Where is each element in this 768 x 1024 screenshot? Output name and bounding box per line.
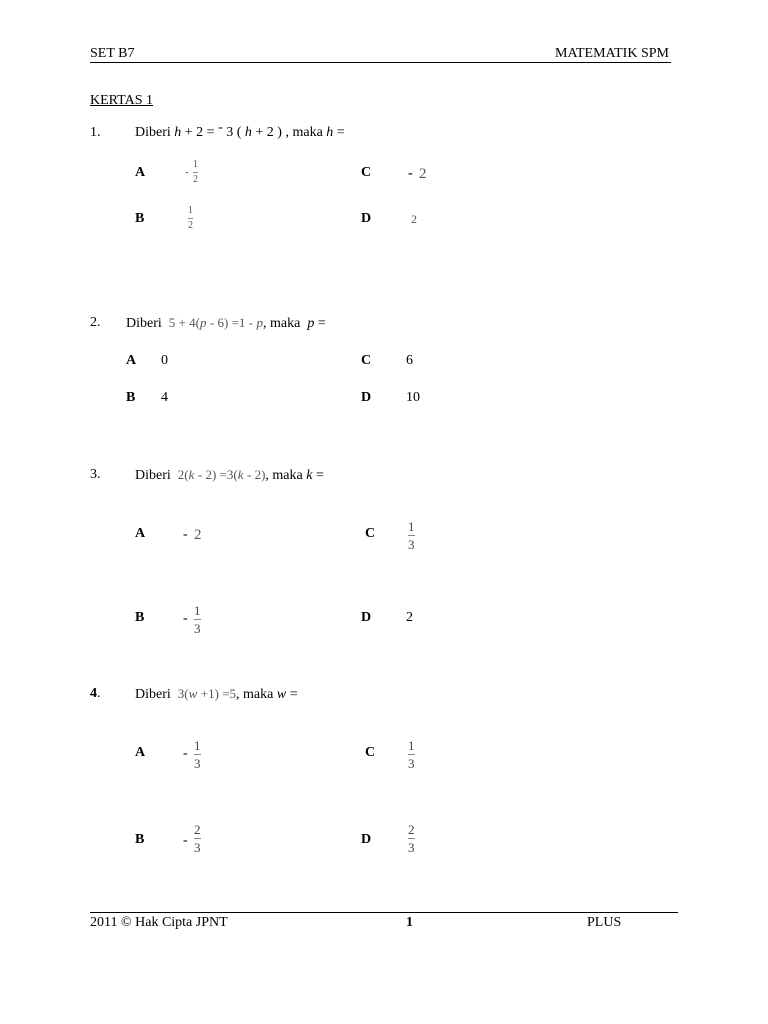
maka-label: , maka [236, 687, 274, 702]
option-c-fraction [408, 520, 415, 551]
question-4-number [90, 686, 101, 702]
option-d-letter[interactable]: D [361, 610, 372, 625]
section-title: KERTAS 1 [90, 93, 153, 108]
diberi-label: Diberi [126, 316, 162, 331]
option-b-sign: - [183, 611, 188, 626]
option-c-letter[interactable]: C [365, 526, 376, 541]
option-d-fraction [408, 823, 415, 854]
option-c-letter[interactable]: C [361, 165, 372, 180]
option-b-fraction [188, 206, 193, 231]
var-k: k [237, 467, 244, 482]
option-b-letter[interactable]: B [126, 390, 136, 405]
question-2-stem [126, 315, 326, 332]
target-var: p [307, 316, 315, 331]
expr-part: + 2 = [184, 125, 215, 140]
option-b-sign: - [183, 833, 188, 848]
option-d-value: 2 [411, 212, 417, 226]
diberi-label: Diberi [135, 687, 171, 702]
footer-rule [90, 912, 678, 913]
target-var: h [326, 125, 334, 140]
option-d-value: 2 [406, 610, 413, 625]
option-d-letter[interactable]: D [361, 211, 372, 226]
option-a-letter[interactable]: A [135, 745, 146, 760]
maka-label: , maka [265, 468, 303, 483]
maka-label: , maka [263, 316, 301, 331]
var-h: h [174, 125, 182, 140]
option-c-letter[interactable]: C [365, 745, 376, 760]
fraction-denominator: 3 [408, 756, 415, 771]
expr-part: 3 ( [226, 125, 242, 140]
target-var: w [276, 687, 287, 702]
fraction-denominator: 3 [194, 756, 201, 771]
option-a-sign: - [185, 166, 189, 178]
option-c-value: 6 [406, 353, 413, 368]
option-a-sign: - [183, 527, 188, 542]
fraction-bar [194, 754, 201, 755]
page-number: 1 [406, 915, 413, 930]
question-3-number: 3. [90, 467, 101, 482]
expr-part: - 2) =3( [197, 467, 238, 482]
fraction-denominator: 3 [408, 840, 415, 855]
equals-sign: = [315, 468, 324, 483]
expr-part: +1) =5 [200, 686, 237, 701]
target-var: k [306, 468, 313, 483]
option-a-sign: - [183, 746, 188, 761]
expr-part: + 2 ) , maka [255, 125, 323, 140]
minus-sign: - [218, 120, 223, 135]
expr-part: - 6) =1 - [209, 315, 254, 330]
option-b-fraction [194, 604, 201, 635]
var-k: k [188, 467, 195, 482]
equals-sign: = [289, 687, 298, 702]
option-a-letter[interactable]: A [135, 526, 146, 541]
question-1-number: 1. [90, 125, 101, 140]
question-number-dot: . [97, 686, 101, 701]
var-p: p [256, 315, 264, 330]
fraction-numerator: 1 [408, 519, 415, 534]
var-h: h [244, 125, 252, 140]
question-1-stem [135, 120, 345, 141]
option-c-value: 2 [419, 166, 427, 182]
equals-sign: = [336, 125, 345, 140]
option-b-value: 4 [161, 390, 168, 405]
fraction-numerator: 2 [408, 822, 415, 837]
diberi-label: Diberi [135, 468, 171, 483]
footer-copyright: 2011 © Hak Cipta JPNT [90, 915, 228, 930]
equals-sign: = [317, 316, 326, 331]
option-a-fraction [194, 739, 201, 770]
diberi-label: Diberi [135, 125, 171, 140]
option-c-fraction [408, 739, 415, 770]
option-c-sign: - [408, 166, 413, 181]
fraction-numerator: 1 [194, 603, 201, 618]
var-p: p [199, 315, 207, 330]
fraction-bar [408, 754, 415, 755]
option-a-letter[interactable]: A [126, 353, 137, 368]
option-b-letter[interactable]: B [135, 832, 145, 847]
question-number: 4 [90, 686, 97, 701]
question-2-number: 2. [90, 315, 101, 330]
question-3-stem [135, 467, 324, 484]
expr-part: 2( [177, 467, 189, 482]
fraction-numerator: 2 [194, 822, 201, 837]
fraction-bar [188, 218, 193, 219]
header-rule [90, 62, 671, 63]
header-left: SET B7 [90, 46, 135, 61]
option-a-value: 2 [194, 527, 202, 543]
fraction-denominator: 3 [194, 840, 201, 855]
option-a-letter[interactable]: A [135, 165, 146, 180]
footer-right: PLUS [587, 915, 622, 930]
expr-part: 5 + 4( [168, 315, 200, 330]
option-b-letter[interactable]: B [135, 610, 145, 625]
fraction-denominator: 3 [408, 537, 415, 552]
fraction-bar [408, 838, 415, 839]
option-a-fraction [193, 160, 198, 185]
fraction-numerator: 1 [188, 205, 193, 216]
fraction-bar [194, 838, 201, 839]
var-w: w [188, 686, 198, 701]
fraction-bar [193, 172, 198, 173]
option-b-fraction [194, 823, 201, 854]
question-4-stem [135, 686, 298, 703]
fraction-bar [408, 535, 415, 536]
expr-part: - 2) [247, 467, 266, 482]
option-d-value: 10 [406, 390, 420, 405]
fraction-numerator: 1 [193, 159, 198, 170]
option-a-value: 0 [161, 353, 168, 368]
option-d-letter[interactable]: D [361, 832, 372, 847]
option-b-letter[interactable]: B [135, 211, 145, 226]
option-d-letter[interactable]: D [361, 390, 372, 405]
fraction-numerator: 1 [408, 738, 415, 753]
fraction-bar [194, 619, 201, 620]
fraction-numerator: 1 [194, 738, 201, 753]
expr-part: 3( [177, 686, 189, 701]
fraction-denominator: 3 [194, 621, 201, 636]
fraction-denominator: 2 [193, 174, 198, 185]
header-right: MATEMATIK SPM [555, 46, 669, 61]
fraction-denominator: 2 [188, 220, 193, 231]
option-c-letter[interactable]: C [361, 353, 372, 368]
